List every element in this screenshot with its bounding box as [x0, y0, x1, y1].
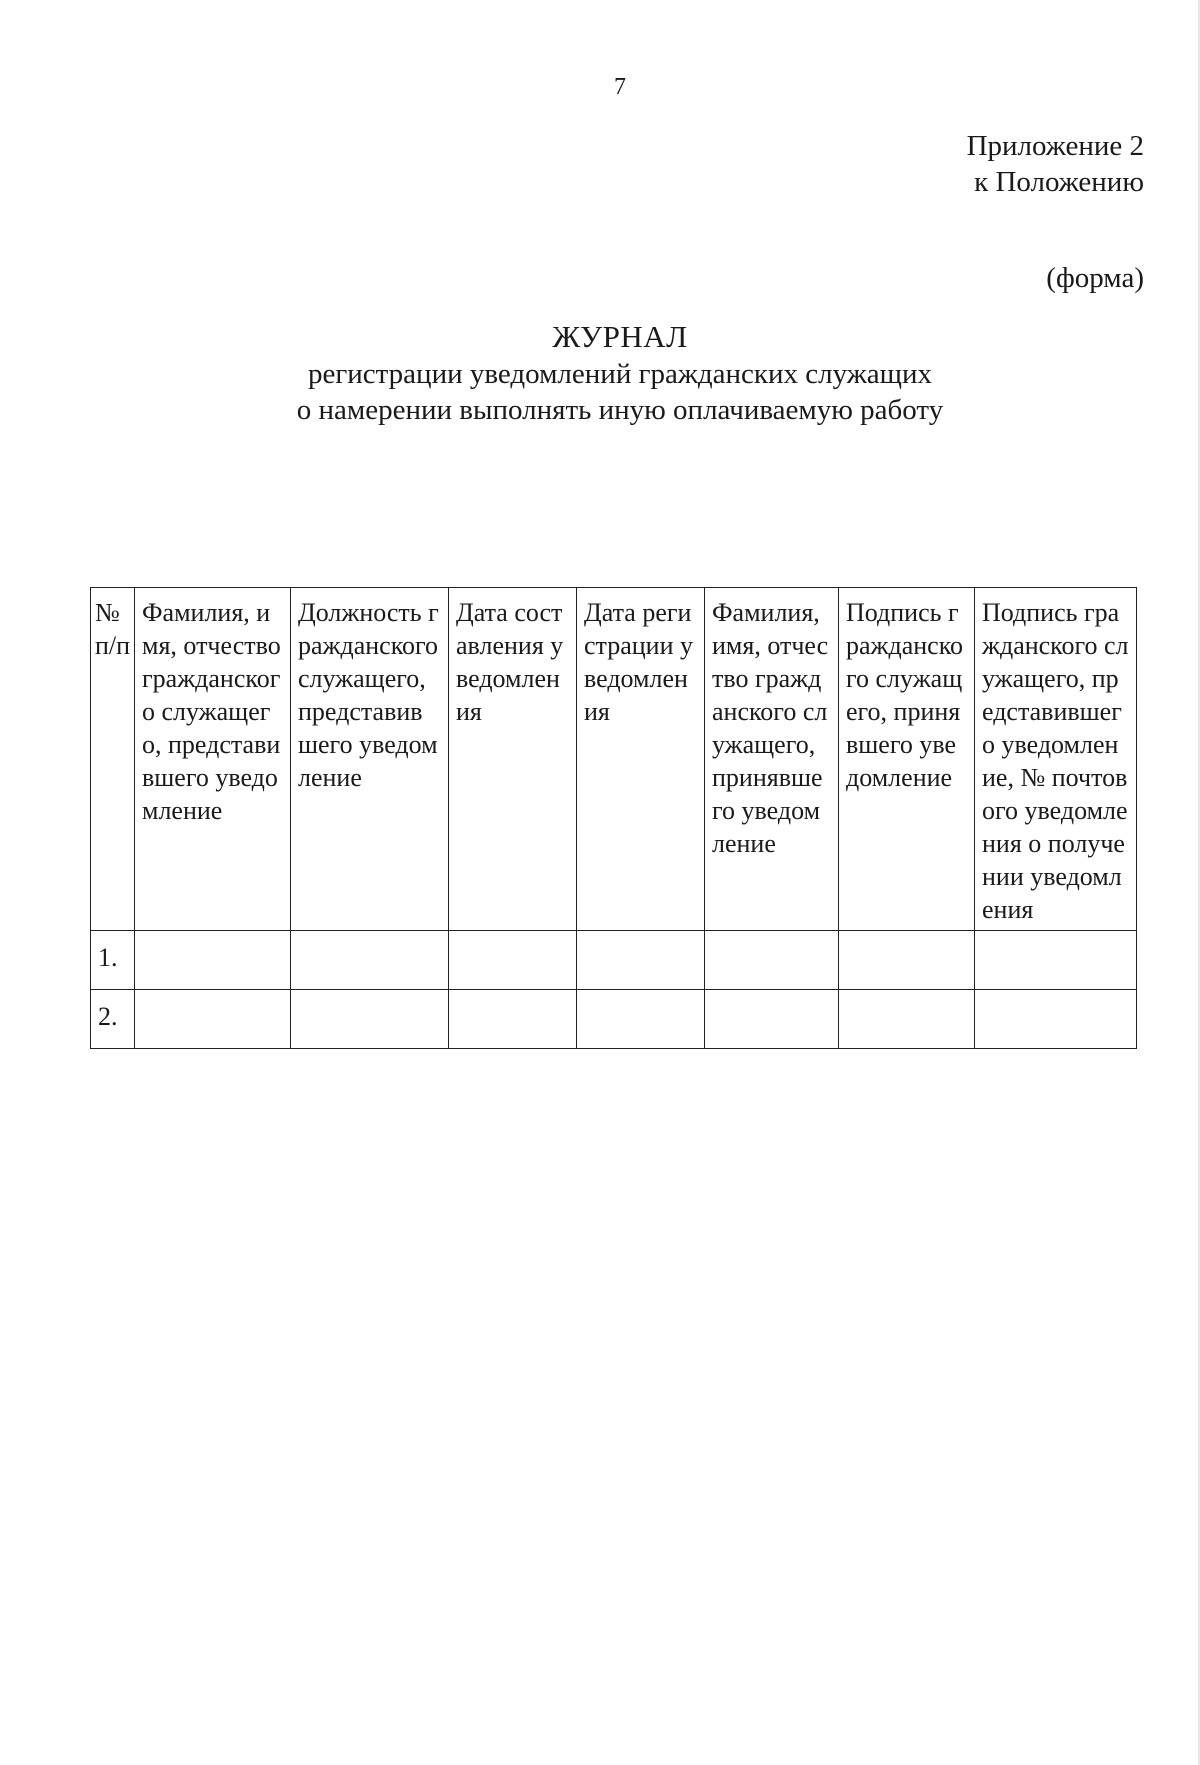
table-cell[interactable] — [975, 990, 1137, 1049]
header-submitter-signature: Подпись гражданского служащего, представившего уведомление, № почтового уведомления о получении уведомления — [975, 588, 1137, 931]
form-label: (форма) — [1046, 262, 1144, 294]
header-position: Должность гражданского служащего, представившего уведомление — [291, 588, 449, 931]
table-row — [91, 931, 1137, 990]
header-full-name: Фамилия, имя, отчество гражданского служащего, представившего уведомление — [135, 588, 291, 931]
header-number: № п/п — [91, 588, 135, 931]
table-cell[interactable] — [839, 990, 975, 1049]
table-cell[interactable] — [135, 990, 291, 1049]
title-subtitle-line-1: регистрации уведомлений гражданских служащих — [308, 358, 932, 390]
table-row — [91, 990, 1137, 1049]
table-cell[interactable] — [449, 990, 577, 1049]
row-number: 2. — [91, 990, 135, 1049]
table-cell[interactable] — [577, 990, 705, 1049]
title-main: ЖУРНАЛ — [552, 319, 688, 354]
table-cell[interactable] — [291, 931, 449, 990]
appendix-reference — [967, 128, 1144, 200]
appendix-line-1: Приложение 2 — [966, 130, 1144, 162]
header-registration-date: Дата регистрации уведомления — [577, 588, 705, 931]
header-row — [91, 588, 1137, 931]
document-title — [0, 318, 1200, 428]
table-cell[interactable] — [135, 931, 291, 990]
table-cell[interactable] — [449, 931, 577, 990]
table-cell[interactable] — [577, 931, 705, 990]
table-cell[interactable] — [839, 931, 975, 990]
table-cell[interactable] — [975, 931, 1137, 990]
appendix-line-2: к Положению — [974, 166, 1144, 198]
title-subtitle-line-2: о намерении выполнять иную оплачиваемую работу — [296, 394, 944, 426]
header-compose-date: Дата составления уведомления — [449, 588, 577, 931]
page-number: 7 — [614, 74, 626, 100]
header-receiver-name: Фамилия, имя, отчество гражданского служащего, принявшего уведомление — [705, 588, 839, 931]
row-number: 1. — [91, 931, 135, 990]
header-receiver-signature: Подпись гражданского служащего, принявшего уведомление — [839, 588, 975, 931]
journal-table — [90, 587, 1137, 1049]
table-cell[interactable] — [705, 990, 839, 1049]
table-cell[interactable] — [291, 990, 449, 1049]
table-cell[interactable] — [705, 931, 839, 990]
